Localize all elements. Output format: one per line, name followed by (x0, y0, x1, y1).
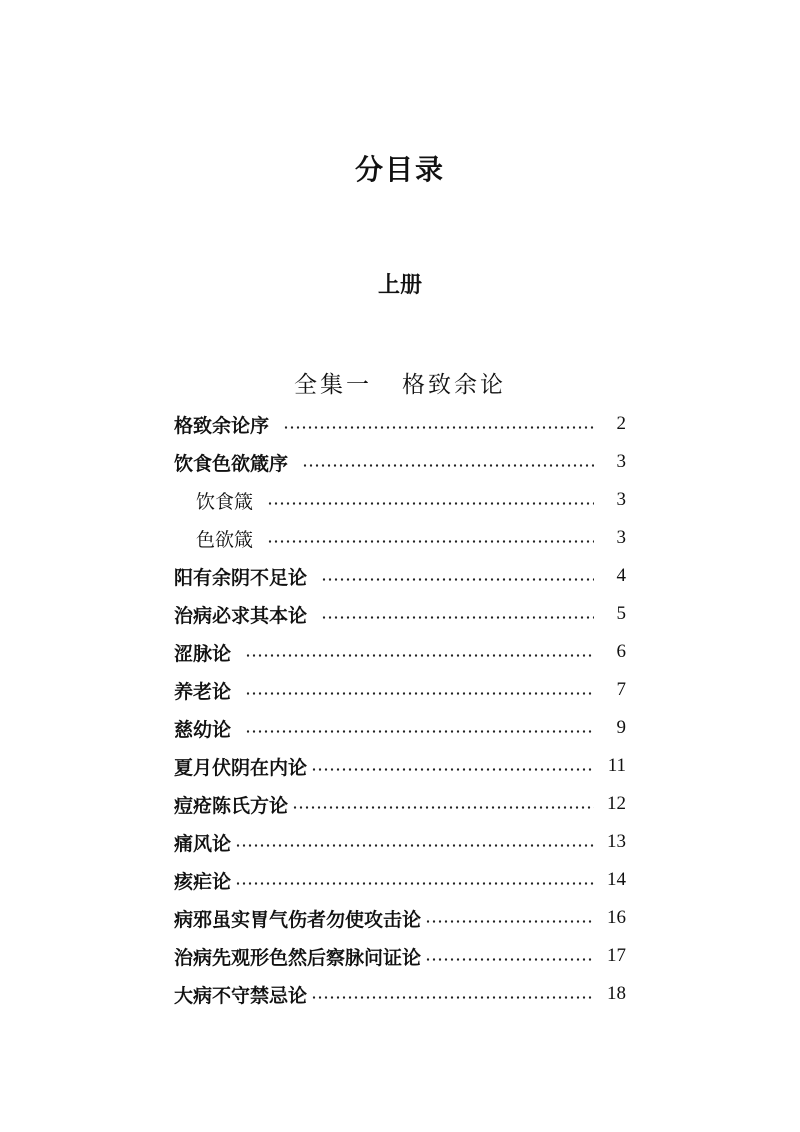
dot-leader (267, 540, 594, 543)
dot-leader (425, 920, 594, 923)
toc-entry-label: 格致余论序 (174, 414, 270, 437)
toc-entry-page: 5 (616, 603, 626, 624)
table-of-contents (174, 405, 626, 1013)
section-name: 格致余论 (402, 372, 506, 398)
toc-entry-page: 6 (616, 641, 626, 662)
dot-leader (425, 958, 594, 961)
toc-entry-label: 阳有余阴不足论 (174, 566, 308, 589)
toc-entry[interactable] (174, 937, 626, 975)
toc-entry[interactable] (174, 671, 626, 709)
toc-entry-page: 7 (616, 679, 626, 700)
dot-leader (267, 502, 594, 505)
toc-entry[interactable] (174, 709, 626, 747)
toc-entry-label: 养老论 (174, 680, 232, 703)
toc-entry-page: 9 (616, 717, 626, 738)
toc-entry[interactable] (174, 443, 626, 481)
toc-entry-page: 17 (607, 945, 626, 966)
toc-entry-page: 3 (616, 489, 626, 510)
dot-leader (235, 844, 594, 847)
toc-entry-page: 11 (607, 755, 626, 776)
toc-entry[interactable] (174, 557, 626, 595)
toc-entry-label: 痛风论 (174, 832, 232, 855)
dot-leader (292, 806, 594, 809)
dot-leader (321, 578, 594, 581)
toc-entry-label: 涩脉论 (174, 642, 232, 665)
volume-title: 上册 (377, 272, 422, 298)
toc-entry-label: 痘疮陈氏方论 (174, 794, 289, 817)
toc-entry[interactable] (174, 405, 626, 443)
dot-leader (321, 616, 594, 619)
toc-entry-page: 13 (607, 831, 626, 852)
toc-entry-label: 痎疟论 (174, 870, 232, 893)
toc-entry[interactable] (174, 747, 626, 785)
toc-subentry[interactable] (174, 519, 626, 557)
toc-entry-page: 3 (616, 451, 626, 472)
dot-leader (311, 768, 594, 771)
toc-entry-label: 治病必求其本论 (174, 604, 308, 627)
section-part: 全集一 (294, 372, 372, 398)
toc-entry-label: 饮食色欲箴序 (174, 452, 289, 475)
dot-leader (235, 882, 594, 885)
toc-entry-page: 4 (616, 565, 626, 586)
toc-entry-page: 12 (607, 793, 626, 814)
toc-entry[interactable] (174, 975, 626, 1013)
dot-leader (311, 996, 594, 999)
toc-entry-label: 慈幼论 (174, 718, 232, 741)
toc-entry-label: 夏月伏阴在内论 (174, 756, 308, 779)
section-title (0, 366, 800, 399)
toc-entry-page: 2 (616, 413, 626, 434)
toc-entry-page: 3 (616, 527, 626, 548)
toc-subentry[interactable] (174, 481, 626, 519)
toc-entry[interactable] (174, 595, 626, 633)
page-title: 分目录 (354, 153, 445, 186)
dot-leader (283, 426, 594, 429)
toc-entry[interactable] (174, 899, 626, 937)
toc-entry-label: 饮食箴 (196, 490, 254, 513)
toc-entry-label: 大病不守禁忌论 (174, 984, 308, 1007)
toc-entry[interactable] (174, 633, 626, 671)
toc-entry-label: 治病先观形色然后察脉问证论 (174, 946, 422, 969)
toc-entry-page: 14 (607, 869, 626, 890)
dot-leader (245, 654, 594, 657)
toc-entry[interactable] (174, 785, 626, 823)
dot-leader (245, 692, 594, 695)
dot-leader (245, 730, 594, 733)
dot-leader (302, 464, 594, 467)
toc-entry-page: 16 (607, 907, 626, 928)
toc-entry-label: 色欲箴 (196, 528, 254, 551)
toc-entry[interactable] (174, 823, 626, 861)
toc-entry[interactable] (174, 861, 626, 899)
toc-entry-page: 18 (607, 983, 626, 1004)
toc-entry-label: 病邪虽实胃气伤者勿使攻击论 (174, 908, 422, 931)
